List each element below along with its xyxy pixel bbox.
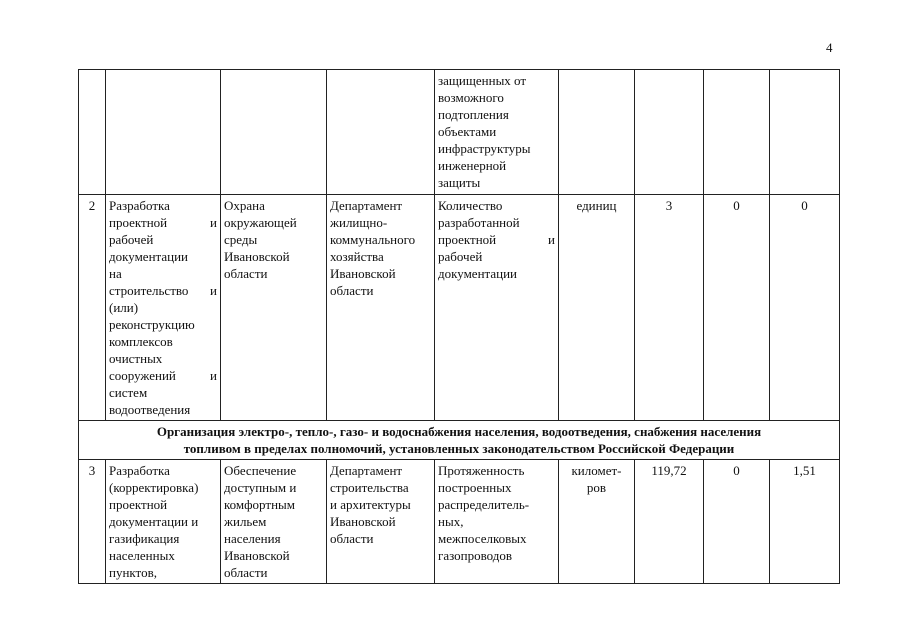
table-row-3 — [79, 460, 840, 584]
text-line: межпоселковых — [438, 531, 527, 546]
text-line: Департамент — [330, 463, 403, 478]
text-line: (корректировка) — [109, 480, 199, 495]
text-line: построенных — [438, 480, 512, 495]
text-line: защищенных от — [438, 73, 527, 88]
text-line: Обеспечение — [224, 463, 297, 478]
text-line-justified — [109, 282, 217, 299]
cell-program — [221, 195, 327, 421]
cell-value-3 — [770, 70, 840, 195]
page-number: 4 — [826, 40, 833, 55]
text-line: газификация — [109, 531, 180, 546]
text-line: очистных — [109, 351, 163, 366]
text-line: разработанной — [438, 215, 520, 230]
text-line: Ивановской — [224, 548, 290, 563]
text-line: подтопления — [438, 107, 509, 122]
text-line: хозяйства — [330, 249, 384, 264]
section-header — [79, 421, 840, 460]
text-line: Ивановской — [330, 266, 396, 281]
text-line: рабочей — [109, 232, 154, 247]
text-line-justified — [109, 214, 217, 231]
text-line: защиты — [438, 175, 481, 190]
text-line: области — [224, 565, 268, 580]
cell-unit: единиц — [559, 195, 635, 421]
text-line: Ивановской — [224, 249, 290, 264]
text-line: документации — [109, 249, 189, 264]
text-line: области — [330, 531, 374, 546]
text-line: комфортным — [224, 497, 295, 512]
text-line: документации — [438, 266, 518, 281]
cell-event — [106, 70, 221, 195]
text-line: газопроводов — [438, 548, 513, 563]
cell-event — [106, 195, 221, 421]
cell-value-1: 3 — [635, 195, 704, 421]
text-word: проектной — [438, 232, 497, 247]
text-line: систем — [109, 385, 148, 400]
text-line: водоотведения — [109, 402, 191, 417]
text-line: жильем — [224, 514, 267, 529]
text-word: сооружений — [109, 368, 176, 383]
cell-value-1: 119,72 — [635, 460, 704, 584]
section-header-line: Организация электро-, тепло-, газо- и водоснабжения населения, водоотведения, снабжения населения — [156, 424, 762, 439]
text-line: на — [109, 266, 122, 281]
text-line: распределитель- — [438, 497, 530, 512]
cell-indicator — [435, 195, 559, 421]
cell-program — [221, 460, 327, 584]
text-line: населенных — [109, 548, 175, 563]
text-line: населения — [224, 531, 281, 546]
text-line: пунктов, — [109, 565, 157, 580]
text-line: области — [224, 266, 268, 281]
text-line: среды — [224, 232, 258, 247]
cell-num — [79, 70, 106, 195]
text-line: реконструкцию — [109, 317, 195, 332]
cell-value-2: 0 — [704, 460, 770, 584]
cell-value-2 — [704, 70, 770, 195]
cell-num: 2 — [79, 195, 106, 421]
text-word: и — [210, 283, 217, 298]
program-table — [78, 69, 840, 584]
table-row-2 — [79, 195, 840, 421]
text-line: окружающей — [224, 215, 297, 230]
text-word: проектной — [109, 215, 168, 230]
cell-executor — [327, 195, 435, 421]
table-row-continued — [79, 70, 840, 195]
text-line: (или) — [109, 300, 139, 315]
text-line: доступным и — [224, 480, 297, 495]
text-line-justified — [109, 367, 217, 384]
text-line: Разработка — [109, 463, 170, 478]
cell-program — [221, 70, 327, 195]
text-word: и — [210, 215, 217, 230]
text-line: возможного — [438, 90, 504, 105]
text-line: Протяженность — [438, 463, 525, 478]
cell-event — [106, 460, 221, 584]
cell-unit — [559, 460, 635, 584]
text-line: Количество — [438, 198, 503, 213]
text-line: Охрана — [224, 198, 265, 213]
text-line: ров — [586, 480, 607, 495]
cell-num: 3 — [79, 460, 106, 584]
text-line: объектами — [438, 124, 497, 139]
cell-executor — [327, 70, 435, 195]
text-line: комплексов — [109, 334, 173, 349]
cell-value-3: 1,51 — [770, 460, 840, 584]
text-word: и — [210, 368, 217, 383]
text-line: ных, — [438, 514, 464, 529]
cell-indicator — [435, 460, 559, 584]
text-word: строительство — [109, 283, 189, 298]
text-line-justified — [438, 231, 555, 248]
text-line: рабочей — [438, 249, 483, 264]
cell-value-1 — [635, 70, 704, 195]
section-header-line: топливом в пределах полномочий, установленных законодательством Российской Федерации — [183, 441, 735, 456]
section-header-row — [79, 421, 840, 460]
text-line: строительства — [330, 480, 409, 495]
cell-executor — [327, 460, 435, 584]
text-line: инфраструктуры — [438, 141, 531, 156]
cell-unit — [559, 70, 635, 195]
text-line: Департамент — [330, 198, 403, 213]
cell-value-2: 0 — [704, 195, 770, 421]
text-line: коммунального — [330, 232, 416, 247]
text-word: и — [548, 232, 555, 247]
text-line: документации и — [109, 514, 199, 529]
text-line: Разработка — [109, 198, 170, 213]
text-line: проектной — [109, 497, 168, 512]
cell-value-3: 0 — [770, 195, 840, 421]
text-line: жилищно- — [330, 215, 388, 230]
text-line: инженерной — [438, 158, 507, 173]
text-line: и архитектуры — [330, 497, 411, 512]
cell-indicator — [435, 70, 559, 195]
text-line: области — [330, 283, 374, 298]
text-line: километ- — [571, 463, 622, 478]
text-line: Ивановской — [330, 514, 396, 529]
